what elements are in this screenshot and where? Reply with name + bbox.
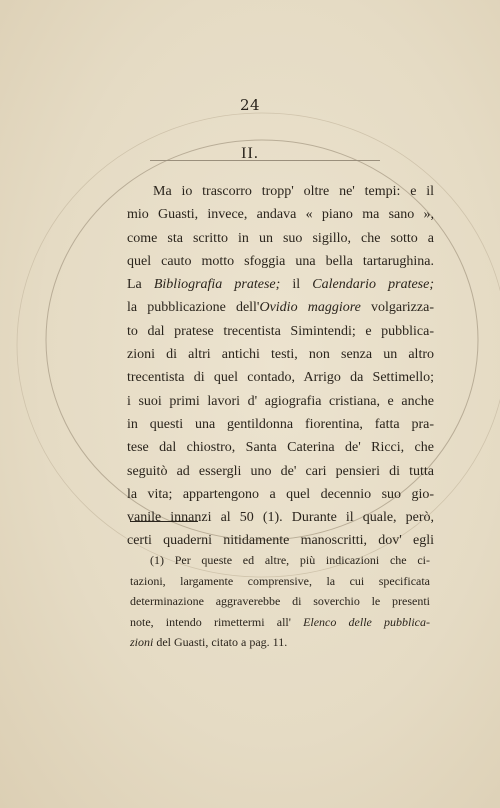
text-span: La <box>127 277 154 293</box>
text-span: trecentista di quel contado, Arrigo da Settimello; <box>127 370 434 386</box>
footnote-line <box>130 612 430 633</box>
text-span: zioni di altri antichi testi, non senza un altro <box>127 347 434 363</box>
text-span: volgarizza- <box>360 300 434 316</box>
text-span: in questi una gentildonna fiorentina, fatta pra- <box>127 416 434 432</box>
text-span: to dal pratese trecentista Simintendi; e pubblica- <box>127 323 434 339</box>
footnote-line <box>130 550 430 571</box>
body-line <box>127 250 434 273</box>
italic-title: Bibliografia pratese; <box>153 277 281 293</box>
body-text <box>127 180 434 553</box>
text-span: certi quaderni nitidamente manoscritti, dov' egli <box>127 533 434 549</box>
body-line <box>127 483 434 506</box>
page-number: 24 <box>239 96 261 114</box>
body-line <box>127 390 434 413</box>
italic-title: zioni <box>130 635 154 649</box>
text-span: vanile innanzi al 50 (1). Durante il quale, però, <box>127 510 434 526</box>
body-line <box>127 506 434 529</box>
text-span: il <box>280 277 313 293</box>
text-span: i suoi primi lavori d' agiografia cristiana, e anche <box>127 393 434 409</box>
body-line <box>127 227 434 250</box>
text-span: tese dal chiostro, Santa Caterina de' Ricci, che <box>127 440 434 456</box>
body-line <box>127 273 434 296</box>
text-span: (1) Per queste ed altre, più indicazioni che ci- <box>150 553 430 567</box>
text-span: del Guasti, citato a pag. 11. <box>153 635 288 649</box>
text-span: determinazione aggraverebbe di soverchio le presenti <box>130 594 430 608</box>
body-line <box>127 343 434 366</box>
body-line <box>127 413 434 436</box>
text-span: mio Guasti, invece, andava « piano ma sano », <box>127 207 434 223</box>
footnotes <box>130 550 430 653</box>
body-line <box>127 320 434 343</box>
chapter-rule <box>150 160 380 161</box>
body-line <box>127 180 434 203</box>
text-span: la vita; appartengono a quel decennio suo gio- <box>127 486 434 502</box>
text-span: Ma io trascorro tropp' oltre ne' tempi: e il <box>153 184 434 199</box>
italic-title: Elenco delle pubblica- <box>303 614 430 629</box>
italic-title: Calendario pratese; <box>312 277 434 293</box>
footnote-rule <box>130 521 198 522</box>
text-span: la pubblicazione dell' <box>127 300 260 316</box>
body-line <box>127 436 434 459</box>
body-line <box>127 460 434 483</box>
italic-title: Ovidio maggiore <box>259 300 361 316</box>
footnote-line <box>130 571 430 592</box>
body-line <box>127 203 434 226</box>
text-span: tazioni, largamente comprensive, la cui specificata <box>130 573 430 588</box>
text-span: seguitò ad essergli uno de' cari pensieri di tutta <box>127 463 434 479</box>
text-span: come sta scritto in un suo sigillo, che sotto a <box>127 230 434 246</box>
body-line <box>127 296 434 319</box>
chapter-heading: II. <box>241 145 259 162</box>
footnote-line <box>130 632 430 653</box>
body-line <box>127 366 434 389</box>
text-span: quel cauto motto sfoggia una bella tartarughina. <box>127 253 434 269</box>
text-span: note, intendo rimettermi all' <box>130 614 304 629</box>
footnote-line <box>130 591 430 612</box>
